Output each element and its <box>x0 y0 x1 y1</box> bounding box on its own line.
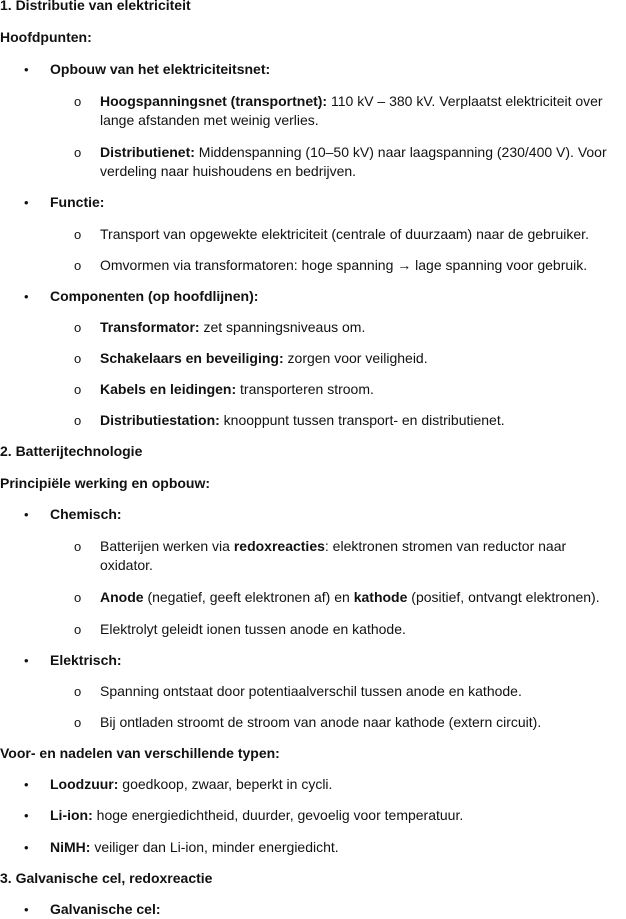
list-item: Elektrisch: <box>50 652 122 668</box>
list-item: Componenten (op hoofdlijnen): <box>50 288 259 304</box>
list-item: Galvanische cel: <box>50 901 161 917</box>
bullet: • <box>24 653 29 668</box>
list-item: Opbouw van het elektriciteitsnet: <box>50 61 271 77</box>
section-2-title: 2. Batterijtechnologie <box>0 443 143 459</box>
text: goedkoop, zwaar, beperkt in cycli. <box>118 776 333 792</box>
sub-bullet: o <box>74 258 82 273</box>
term: Hoogspanningsnet (transportnet): <box>100 93 328 109</box>
heading-principiele-werking: Principiële werking en opbouw: <box>0 475 211 491</box>
text: : elektronen stromen van reductor naar oxidator. <box>100 538 567 573</box>
list-item <box>50 775 332 794</box>
list-item <box>50 838 339 857</box>
text: knooppunt tussen transport- en distributienet. <box>219 412 505 428</box>
list-item <box>100 349 622 368</box>
sub-bullet: o <box>74 320 82 335</box>
list-item: Elektrolyt geleidt ionen tussen anode en kathode. <box>100 621 406 637</box>
term: Transformator: <box>100 319 200 335</box>
bullet: • <box>24 195 29 210</box>
list-item <box>100 588 622 607</box>
sub-bullet: o <box>74 227 82 242</box>
bullet: • <box>24 507 29 522</box>
term: Loodzuur: <box>50 776 119 792</box>
sub-bullet: o <box>74 715 82 730</box>
text: Batterijen werken via <box>100 538 234 554</box>
sub-bullet: o <box>74 351 82 366</box>
bullet: • <box>24 777 29 792</box>
term: kathode <box>353 589 408 605</box>
section-1-title: 1. Distributie van elektriciteit <box>0 0 191 13</box>
text: hoge energiedichtheid, duurder, gevoelig voor temperatuur. <box>92 807 464 823</box>
term: Schakelaars en beveiliging: <box>100 350 284 366</box>
text: Middenspanning (10–50 kV) naar laagspanning (230/400 V). Voor verdeling naar huishoudens en bedrijven. <box>100 144 607 179</box>
text: transporteren stroom. <box>236 381 374 397</box>
heading-hoofdpunten: Hoofdpunten: <box>0 29 92 45</box>
list-item: Bij ontladen stroomt de stroom van anode naar kathode (extern circuit). <box>100 714 542 730</box>
list-item: Spanning ontstaat door potentiaalverschil tussen anode en kathode. <box>100 683 522 699</box>
term: redoxreacties <box>233 538 325 554</box>
text: zorgen voor veiligheid. <box>283 350 428 366</box>
text: (positief, ontvangt elektronen). <box>407 589 600 605</box>
list-item: Chemisch: <box>50 506 122 522</box>
list-item <box>100 380 622 399</box>
list-item <box>50 806 463 825</box>
text: veiliger dan Li-ion, minder energiedicht. <box>90 839 339 855</box>
list-item <box>100 318 622 337</box>
text: zet spanningsniveaus om. <box>199 319 366 335</box>
sub-bullet: o <box>74 539 82 554</box>
sub-bullet: o <box>74 145 82 160</box>
list-item: Omvormen via transformatoren: hoge spanning → lage spanning voor gebruik. <box>100 257 588 273</box>
list-item <box>100 537 622 575</box>
term: Li-ion: <box>50 807 93 823</box>
list-item <box>100 92 622 130</box>
bullet: • <box>24 840 29 855</box>
term: NiMH: <box>50 839 91 855</box>
term: Distributiestation: <box>100 412 220 428</box>
list-item <box>100 411 622 430</box>
bullet: • <box>24 808 29 823</box>
term: Kabels en leidingen: <box>100 381 237 397</box>
term: Distributienet: <box>100 144 195 160</box>
sub-bullet: o <box>74 590 82 605</box>
bullet: • <box>24 62 29 77</box>
text: 110 kV – 380 kV. Verplaatst elektriciteit over lange afstanden met weinig verlies. <box>100 93 603 128</box>
bullet: • <box>24 902 29 917</box>
list-item: Transport van opgewekte elektriciteit (centrale of duurzaam) naar de gebruiker. <box>100 226 589 242</box>
bullet: • <box>24 289 29 304</box>
sub-bullet: o <box>74 94 82 109</box>
text: (negatief, geeft elektronen af) en <box>143 589 354 605</box>
heading-voor-en-nadelen: Voor- en nadelen van verschillende typen: <box>0 745 280 761</box>
sub-bullet: o <box>74 684 82 699</box>
section-3-title: 3. Galvanische cel, redoxreactie <box>0 870 213 886</box>
list-item <box>100 143 622 181</box>
sub-bullet: o <box>74 382 82 397</box>
sub-bullet: o <box>74 413 82 428</box>
list-item: Functie: <box>50 194 105 210</box>
sub-bullet: o <box>74 622 82 637</box>
term: Anode <box>100 589 144 605</box>
